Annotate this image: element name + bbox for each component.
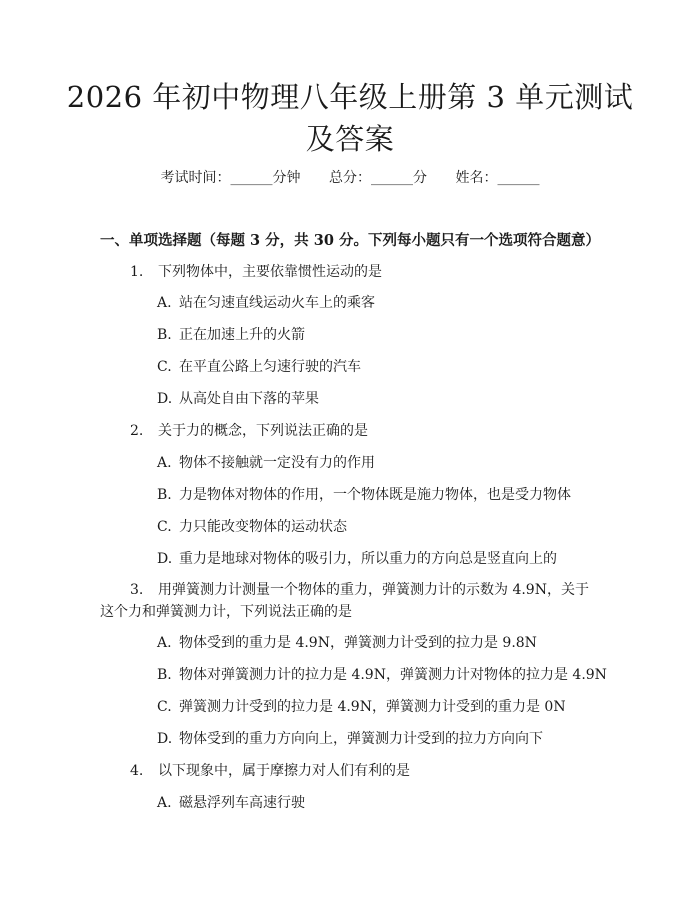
option-key: A. [157,795,172,811]
answer-option [157,728,543,748]
answer-option [157,632,537,652]
option-text: 从高处自由下落的苹果 [179,391,319,407]
question-number: 2. [130,423,144,439]
option-key: C. [157,519,172,535]
exam-info-line [0,167,700,187]
answer-option [157,548,557,568]
question-text: 以下现象中，属于摩擦力对人们有利的是 [158,763,410,779]
section-heading: 一、单项选择题（每题 3 分，共 30 分。下列每小题只有一个选项符合题意） [100,232,600,249]
option-text: 力只能改变物体的运动状态 [179,519,347,535]
option-key: C. [157,699,172,715]
option-text: 物体受到的重力是 4.9N，弹簧测力计受到的拉力是 9.8N [179,635,537,651]
option-key: A. [157,295,172,311]
answer-option [157,792,305,812]
option-text: 力是物体对物体的作用，一个物体既是施力物体，也是受力物体 [179,487,571,503]
question-stem [130,420,368,440]
option-key: D. [157,551,173,567]
answer-option [157,452,375,472]
option-text: 站在匀速直线运动火车上的乘客 [179,295,375,311]
question-text: 用弹簧测力计测量一个物体的重力，弹簧测力计的示数为 4.9N，关于这个力和弹簧测力计，下列说法正确的是 [100,582,589,620]
answer-option [157,388,319,408]
answer-option [157,696,566,716]
option-key: C. [157,359,172,375]
option-text: 物体不接触就一定没有力的作用 [179,455,375,471]
question-stem [130,760,410,780]
answer-option [157,664,607,684]
option-key: D. [157,731,173,747]
answer-option [157,516,347,536]
exam-time-field: 考试时间：______分钟 [160,170,301,186]
option-text: 磁悬浮列车高速行驶 [179,795,305,811]
question-number: 1. [130,264,144,280]
answer-option [157,324,305,344]
question-number: 3. [130,582,144,598]
option-key: D. [157,391,173,407]
option-text: 物体对弹簧测力计的拉力是 4.9N，弹簧测力计对物体的拉力是 4.9N [179,667,607,683]
option-key: B. [157,327,172,343]
student-name-field: 姓名：______ [455,170,540,186]
option-text: 物体受到的重力方向向上，弹簧测力计受到的拉力方向向下 [179,731,543,747]
question-stem [130,261,382,281]
document-title: 2026 年初中物理八年级上册第 3 单元测试及答案 [66,80,634,156]
answer-option [157,484,571,504]
option-key: B. [157,667,172,683]
question-stem [100,579,600,623]
question-text: 关于力的概念，下列说法正确的是 [158,423,368,439]
option-key: A. [157,635,172,651]
option-text: 重力是地球对物体的吸引力，所以重力的方向总是竖直向上的 [179,551,557,567]
answer-option [157,356,361,376]
option-text: 在平直公路上匀速行驶的汽车 [179,359,361,375]
answer-option [157,292,375,312]
question-text: 下列物体中，主要依靠惯性运动的是 [158,264,382,280]
question-number: 4. [130,763,144,779]
option-text: 弹簧测力计受到的拉力是 4.9N，弹簧测力计受到的重力是 0N [179,699,566,715]
option-key: A. [157,455,172,471]
option-text: 正在加速上升的火箭 [179,327,305,343]
option-key: B. [157,487,172,503]
total-score-field: 总分：______分 [329,170,427,186]
